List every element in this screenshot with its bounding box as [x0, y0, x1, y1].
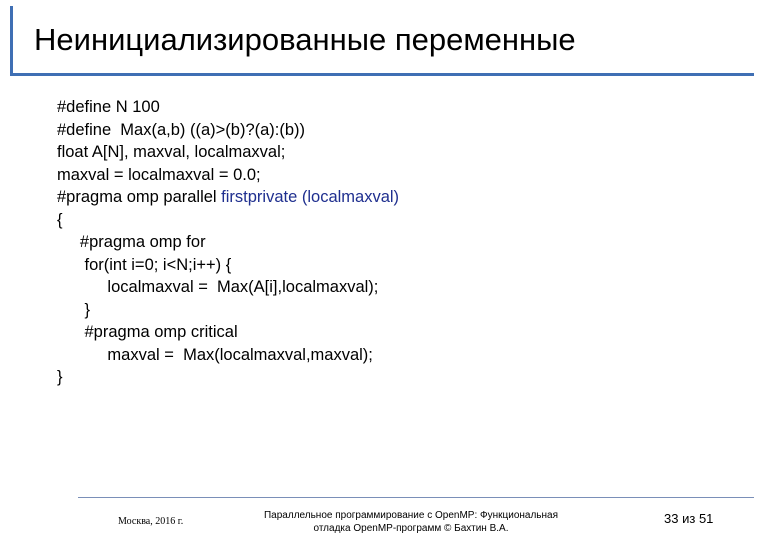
- firstprivate-clause: firstprivate (localmaxval): [221, 188, 400, 206]
- code-text: #pragma omp parallel: [57, 188, 222, 206]
- code-line: float A[N], maxval, localmaxval;: [57, 143, 286, 161]
- title-frame-bottom: [10, 73, 754, 76]
- code-line: }: [57, 368, 63, 386]
- footer-divider: [78, 497, 754, 498]
- code-line: maxval = localmaxval = 0.0;: [57, 165, 261, 184]
- code-line: #pragma omp critical: [57, 323, 238, 341]
- footer-course-line: отладка OpenMP-программ © Бахтин В.А.: [313, 523, 509, 534]
- code-line-pragma-parallel: [57, 186, 399, 209]
- page-total: 51: [698, 511, 714, 526]
- code-block: [57, 96, 399, 389]
- footer-city-year: Москва, 2016 г.: [118, 516, 184, 527]
- code-line: maxval = Max(localmaxval,maxval);: [57, 345, 373, 364]
- slide-title: Неинициализированные переменные: [34, 22, 576, 57]
- code-line: for(int i=0; i<N;i++) {: [57, 255, 232, 274]
- code-line: #define Max(a,b) ((a)>(b)?(a):(b)): [57, 120, 306, 139]
- code-line: localmaxval = Max(A[i],localmaxval);: [57, 278, 379, 296]
- code-line: {: [57, 210, 63, 229]
- page-separator: из: [682, 511, 696, 526]
- footer-course-info: [245, 509, 577, 535]
- page-current: 33: [664, 511, 679, 526]
- title-frame-left: [10, 6, 13, 76]
- page-number: [664, 511, 713, 526]
- code-line: #define N 100: [57, 98, 160, 116]
- code-line: #pragma omp for: [57, 233, 206, 251]
- code-line: }: [57, 300, 91, 319]
- footer-course-line: Параллельное программирование с OpenMP: Функциональная: [263, 510, 559, 521]
